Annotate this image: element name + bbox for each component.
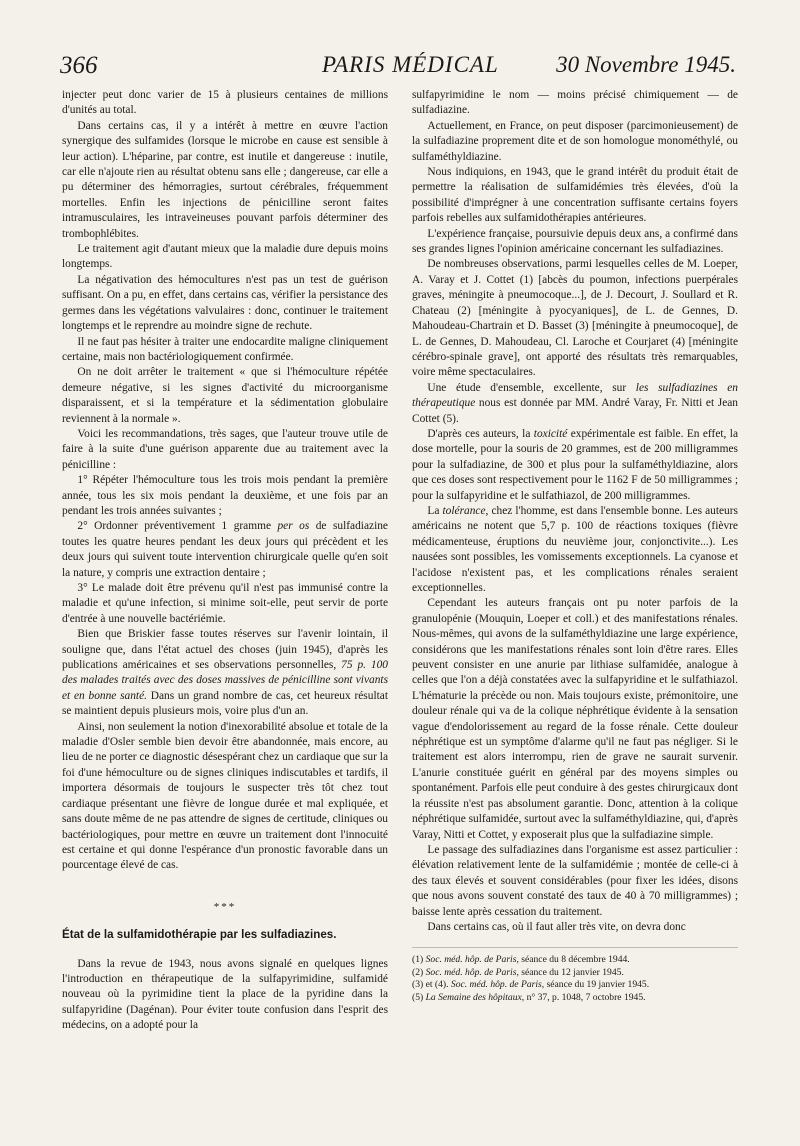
paragraph: Le traitement agit d'autant mieux que la maladie dure depuis moins longtemps. [62,243,388,271]
footnote-label: (5) [412,991,426,1003]
text-run: , chez l'homme, est dans l'ensemble bonne. Les auteurs américains ne notent que 5,7 p. 100 de réactions toxiques (fièvre médicamenteuse, éruptions du neuvième jour, conjonctivite...). Les nausées sont possibles, les vomissements exceptionnels. La cyanose et l'acidose n'existent pas, et les complications rénales seraient exceptionnelles. [412,504,738,594]
paragraph: Actuellement, en France, on peut disposer (parcimonieusement) de la sulfadiazine proprement dite et de son homologue monométhylé, ou sulfaméthyldiazine. [412,119,738,163]
paragraph: 1° Répéter l'hémoculture tous les trois mois pendant la première année, tous les six mois pendant la deuxième, et une fois par an pendant les trois années suivantes ; [62,474,388,517]
paragraph: La négativation des hémocultures n'est pas un test de guérison suffisant. On a pu, en effet, dans certains cas, vérifier la persistance des germes dans les végétations valvulaires : donc, continuer le traitement longtemps et le reprendre au moindre signe de rechute. [62,273,388,333]
text-run: expérimentale est faible. En effet, la dose mortelle, pour la souris de 20 grammes, est de 200 milligrammes pour la sulfadiazine, de 300 et plus pour la sulfaméthyldiazine, alors que ces doses sont respectivement pour le 1162 F de 50 milligrammes ; pour la sulfapyridine et le sulfathiazol, de 200 milligrammes. [412,427,738,502]
footnotes [412,947,738,1004]
italic-run: 75 p. 100 des malades traités avec des doses massives de pénicilline sont vivants et en bonne santé. [62,659,388,702]
italic-run: toxicité [533,427,568,440]
paragraph: De nombreuses observations, parmi lesquelles celles de M. Loeper, A. Varay et J. Cottet (1) [abcès du poumon, infections puerpérales graves, méningite à pneumocoque...], de J. Decourt, J. Soullard et R. Chateau (2) [méningite à pyocyaniques], de L. de Gennes, D. Mahoudeau-Chartrain et D. Basset (3) [méningite à pneumocoque], de L. de Gennes, D. Mahoudeau, Cl. Laroche et Courjaret (4) [méningite cérébro-spinale grave], ont apporté des résultats très remarquables, voire même spectaculaires. [412,258,738,379]
footnote [412,967,738,979]
paragraph: Il ne faut pas hésiter à traiter une endocardite maligne cliniquement certaine, mais non bactériologiquement confirmée. [62,335,388,363]
paragraph: Ainsi, non seulement la notion d'inexorabilité absolue et totale de la maladie d'Osler semble bien devoir être abandonnée, mais encore, au lieu de ne porter ce diagnostic désespérant chez un cardiaque que sur la foi d'une hémoculture ou de signes cliniques indiscutables et tardifs, il importera désormais de toujours le suspecter très tôt chez tout cardiaque présentant une fièvre de longue durée et mal expliquée, et sans doute même de ne pas attendre de signes de certitude, cliniques ou bactériologiques, pour mettre en œuvre un traitement dont l'innocuité est certaine et qui donne l'espérance d'un pronostic favorable dans un pourcentage élevé de cas. [62,720,388,872]
footnote-source: Soc. méd. hôp. de Paris [425,954,517,966]
text-run: de sulfadiazine toutes les quatre heures pendant les deux jours qui précèdent et les deux jours qui suivent toute intervention chirurgicale quelle qu'en soit la nature, y compris une extraction dentaire ; [62,520,388,579]
footnote-source: La Semaine des hôpitaux [425,991,522,1003]
issue-date: 30 Novembre 1945. [556,52,736,77]
text-run: Bien que Briskier fasse toutes réserves sur l'avenir lointain, il souligne que, dans l'état actuel des choses (juin 1945), d'après les publications américaines et ses observations personnelles, [62,628,388,672]
paragraph: 3° Le malade doit être prévenu qu'il n'est pas immunisé contre la maladie et qu'une infection, si minime soit-elle, peut servir de porte d'entrée à une nouvelle bactériémie. [62,582,388,625]
footnote-source: Soc. méd. hôp. de Paris [425,966,517,978]
paragraph: L'expérience française, poursuivie depuis deux ans, a confirmé dans ses grandes lignes l'opinion américaine concernant les sulfadiazines. [412,227,738,256]
footnote-label: (3) et (4). [412,979,451,991]
paragraph: Nous indiquions, en 1943, que le grand intérêt du produit était de permettre la réalisation de sulfamidémies très élevées, d'où la possibilité d'imprégner à une concentration suffisante certains foyers parfois rebelles aux sulfamidothérapies antérieures. [412,166,738,225]
paragraph: sulfapyrimidine le nom — moins précisé chimiquement — de sulfadiazine. [412,89,738,117]
paragraph: On ne doit arrêter le traitement « que si l'hémoculture répétée demeure négative, si les signes d'activité du microorganisme disparaissent, et si la température et la sédimentation globulaire reviennent à la normale ». [62,366,388,425]
italic-run: les sulfadiazines en thérapeutique [412,381,738,410]
footnote-detail: , séance du 12 janvier 1945. [516,966,624,978]
paragraph: Dans certains cas, il y a intérêt à mettre en œuvre l'action synergique des sulfamides (lorsque le microbe en cause est sensible à leur action). L'héparine, par contre, est inutile et dangereuse : inutile, car elle n'ajoute rien au résultat obtenu sans elle ; dangereuse, car elle a pu déterminer des hémorragies, surtout cérébrales, fréquemment mortelles. Enfin les injections de pénicilline seront faites intramusculaires, les intraveineuses pouvant parfois déterminer des trombophlébites. [62,119,388,240]
paragraph: Dans la revue de 1943, nous avons signalé en quelques lignes l'introduction en thérapeutique de la sulfapyrimidine, sulfamidé nouveau où la pyrimidine tient la place de la pyridine dans la sulfapyridine (Dagénan). Pour éviter toute confusion dans l'esprit des médecins, on a adopté pour la [62,957,388,1032]
text-run: Dans un grand nombre de cas, cet heureux résultat se maintient depuis plusieurs mois, voire plus d'un an. [62,689,388,718]
text-run: D'après ces auteurs, la [427,427,534,440]
paragraph [412,381,738,427]
footnote-label: (2) [412,966,426,978]
left-column [62,88,388,1034]
italic-run: per os [277,520,310,533]
footnote-detail: , n° 37, p. 1048, 7 octobre 1945. [521,991,646,1003]
paragraph: Voici les recommandations, très sages, que l'auteur trouve utile de faire à la suite d'une guérison apparente due au traitement avec la pénicilline : [62,427,388,471]
paragraph: Le passage des sulfadiazines dans l'organisme est assez particulier : élévation relativement lente de la sulfamidémie ; montée de celle-ci à des taux élevés et souvent considérables (pour fixer les idées, disons que nous avons souvent constaté des taux de 40 à 70 milligrammes) ; baisse lente après cessation du traitement. [412,843,738,918]
paragraph [62,519,388,581]
footnote [412,992,738,1004]
paragraph: Dans certains cas, où il faut aller très vite, on devra donc [427,920,686,933]
footnote-detail: , séance du 8 décembre 1944. [516,954,630,966]
paragraph [412,427,738,504]
paragraph [412,504,738,596]
journal-title: PARIS MÉDICAL [322,52,499,77]
text-run: nous est donnée par MM. André Varay, Fr. Nitti et Jean Cottet (5). [412,397,738,425]
footnote [412,979,738,991]
text-run: 2° Ordonner préventivement 1 gramme [77,520,278,533]
paragraph: Cependant les auteurs français ont pu noter parfois de la granulopénie (Mouquin, Loeper et coll.) et des manifestations rénales. Nous-mêmes, qui avons de la sulfaméthyldiazine une large expérience, considérons que les manifestations rénales sont loin d'être rares. Elles peuvent consister en une anurie par lithiase sulfamidée, analogue à celles que l'on a déjà constatées avec la sulfapyridine et le sulfathiazol. L'hématurie la précède ou non. Mais toujours existe, prémonitoire, une douleur rénale qui va de la colique néphrétique évidente à la sensation vague d'endolorissement au regard de la fosse rénale. Cette douleur néphrétique est un symptôme d'alarme qu'il ne faut pas négliger. Si le traitement est alors interrompu, rien de grave ne saurait survenir. L'anurie constituée guérit en général par des moyens simples ou spontanément. Parfois elle peut conduire à des gestes chirurgicaux dont la réussite n'est pas absolument garantie. Donc, attention à la colique néphrétique sulfamidée, surtout avec la sulfaméthyldiazine, qui, d'après Varay, Nitti et Cottet, y exposerait plus que la sulfadiazine simple. [412,597,738,841]
text-run: Une étude d'ensemble, excellente, sur [427,381,636,394]
footnote-label: (1) [412,954,426,966]
footnote-detail: , séance du 19 janvier 1945. [541,979,650,991]
italic-run: tolérance [442,504,486,517]
page-number: 366 [60,52,98,79]
paragraph: injecter peut donc varier de 15 à plusieurs centaines de millions d'unités au total. [62,89,388,117]
section-heading: État de la sulfamidothérapie par les sulfadiazines. [62,928,337,942]
section-separator [62,900,388,915]
right-column [412,88,738,1004]
asterism: *** [213,900,237,913]
footnote-source: Soc. méd. hôp. de Paris [450,979,542,991]
paragraph [62,627,388,719]
footnote [412,954,738,966]
text-run: La [427,504,443,517]
